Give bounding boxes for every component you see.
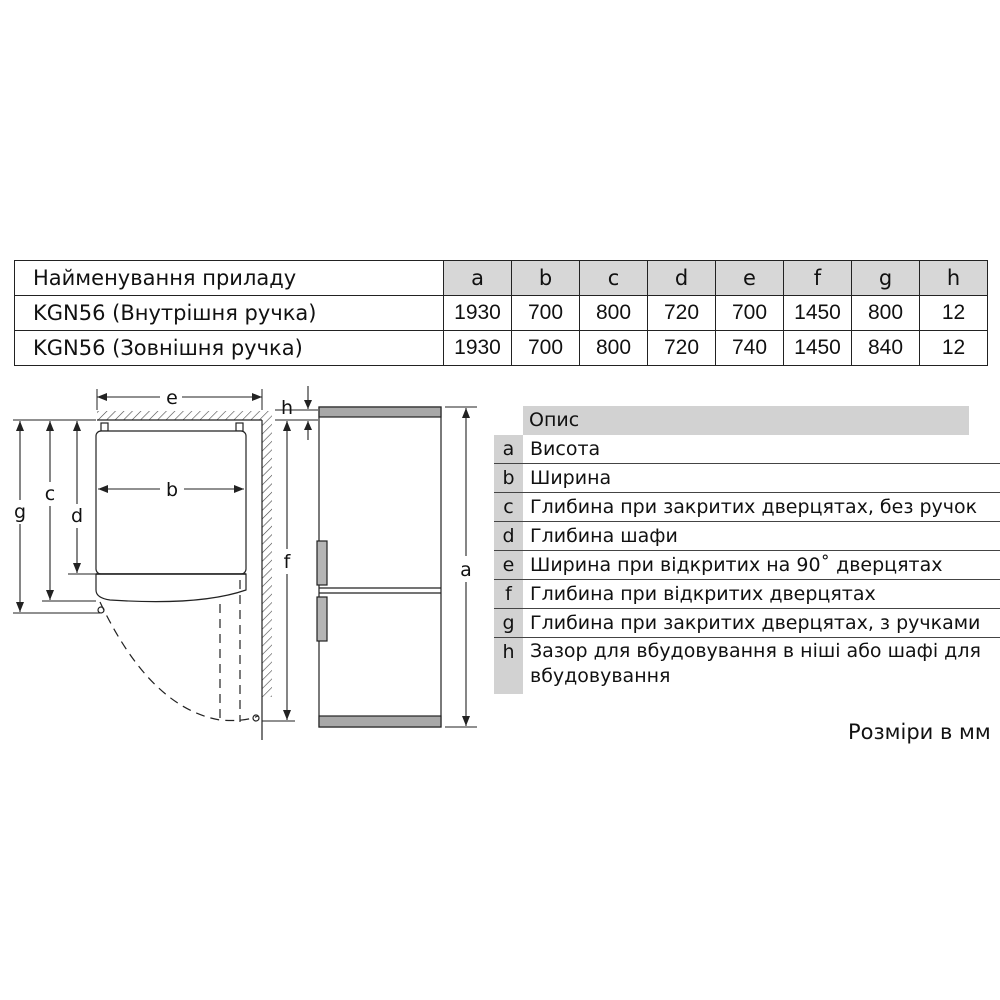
- cell-e: 740: [716, 331, 784, 366]
- legend-item: [494, 609, 1000, 638]
- cell-h: 12: [920, 331, 988, 366]
- label-f: f: [283, 551, 291, 573]
- cell-b: 700: [512, 331, 580, 366]
- header-device-name: Найменування приладу: [15, 261, 444, 296]
- legend: [494, 406, 1000, 694]
- cell-h: 12: [920, 296, 988, 331]
- table-row: [15, 331, 988, 366]
- legend-text: Глибина шафи: [530, 525, 678, 547]
- fridge-front-view: [317, 407, 441, 727]
- dimensions-table: [14, 260, 988, 366]
- legend-item: [494, 493, 1000, 522]
- legend-key: d: [494, 522, 523, 550]
- cell-d: 720: [648, 296, 716, 331]
- label-g: g: [13, 501, 27, 523]
- label-b: b: [165, 479, 179, 501]
- legend-item: [494, 551, 1000, 580]
- header-col-a: a: [444, 261, 512, 296]
- cell-e: 700: [716, 296, 784, 331]
- legend-key: b: [494, 464, 523, 492]
- fridge-top-view: [96, 423, 259, 722]
- label-d: d: [70, 505, 84, 527]
- legend-key: f: [494, 580, 523, 608]
- legend-item: [494, 464, 1000, 493]
- legend-key: a: [494, 435, 523, 463]
- header-col-c: c: [580, 261, 648, 296]
- legend-text: Глибина при закритих дверцятах, без ручок: [530, 496, 978, 518]
- cell-a: 1930: [444, 296, 512, 331]
- row-name: KGN56 (Зовнішня ручка): [15, 331, 444, 366]
- header-col-b: b: [512, 261, 580, 296]
- label-e: e: [166, 387, 178, 409]
- fridge-dimension-drawing: [0, 380, 494, 750]
- cell-g: 800: [852, 296, 920, 331]
- cell-f: 1450: [784, 296, 852, 331]
- legend-key: e: [494, 551, 523, 579]
- legend-text: Ширина при відкритих на 90˚ дверцятах: [530, 554, 943, 576]
- header-col-e: e: [716, 261, 784, 296]
- legend-item: [494, 435, 1000, 464]
- units-note: Розміри в мм: [848, 720, 991, 744]
- cell-g: 840: [852, 331, 920, 366]
- legend-item: [494, 580, 1000, 609]
- legend-item: [494, 522, 1000, 551]
- header-col-h: h: [920, 261, 988, 296]
- table-header-row: [15, 261, 988, 296]
- legend-key: g: [494, 609, 523, 637]
- table-row: [15, 296, 988, 331]
- label-h: h: [280, 397, 294, 419]
- cell-a: 1930: [444, 331, 512, 366]
- cell-f: 1450: [784, 331, 852, 366]
- legend-text: Глибина при закритих дверцятах, з ручками: [530, 612, 981, 634]
- legend-text: Висота: [530, 438, 601, 460]
- row-name: KGN56 (Внутрішня ручка): [15, 296, 444, 331]
- label-a: a: [460, 559, 472, 581]
- legend-text: Зазор для вбудовування в ніші або шафі для вбудовування: [530, 640, 981, 687]
- legend-title: Опис: [523, 406, 969, 435]
- legend-item: [494, 638, 1000, 694]
- cell-b: 700: [512, 296, 580, 331]
- header-col-g: g: [852, 261, 920, 296]
- cell-c: 800: [580, 331, 648, 366]
- legend-key: c: [494, 493, 523, 521]
- header-col-d: d: [648, 261, 716, 296]
- legend-key: h: [494, 638, 523, 694]
- legend-text: Ширина: [530, 467, 612, 489]
- cell-c: 800: [580, 296, 648, 331]
- cell-d: 720: [648, 331, 716, 366]
- header-col-f: f: [784, 261, 852, 296]
- legend-text: Глибина при відкритих дверцятах: [530, 583, 876, 605]
- label-c: c: [44, 483, 56, 505]
